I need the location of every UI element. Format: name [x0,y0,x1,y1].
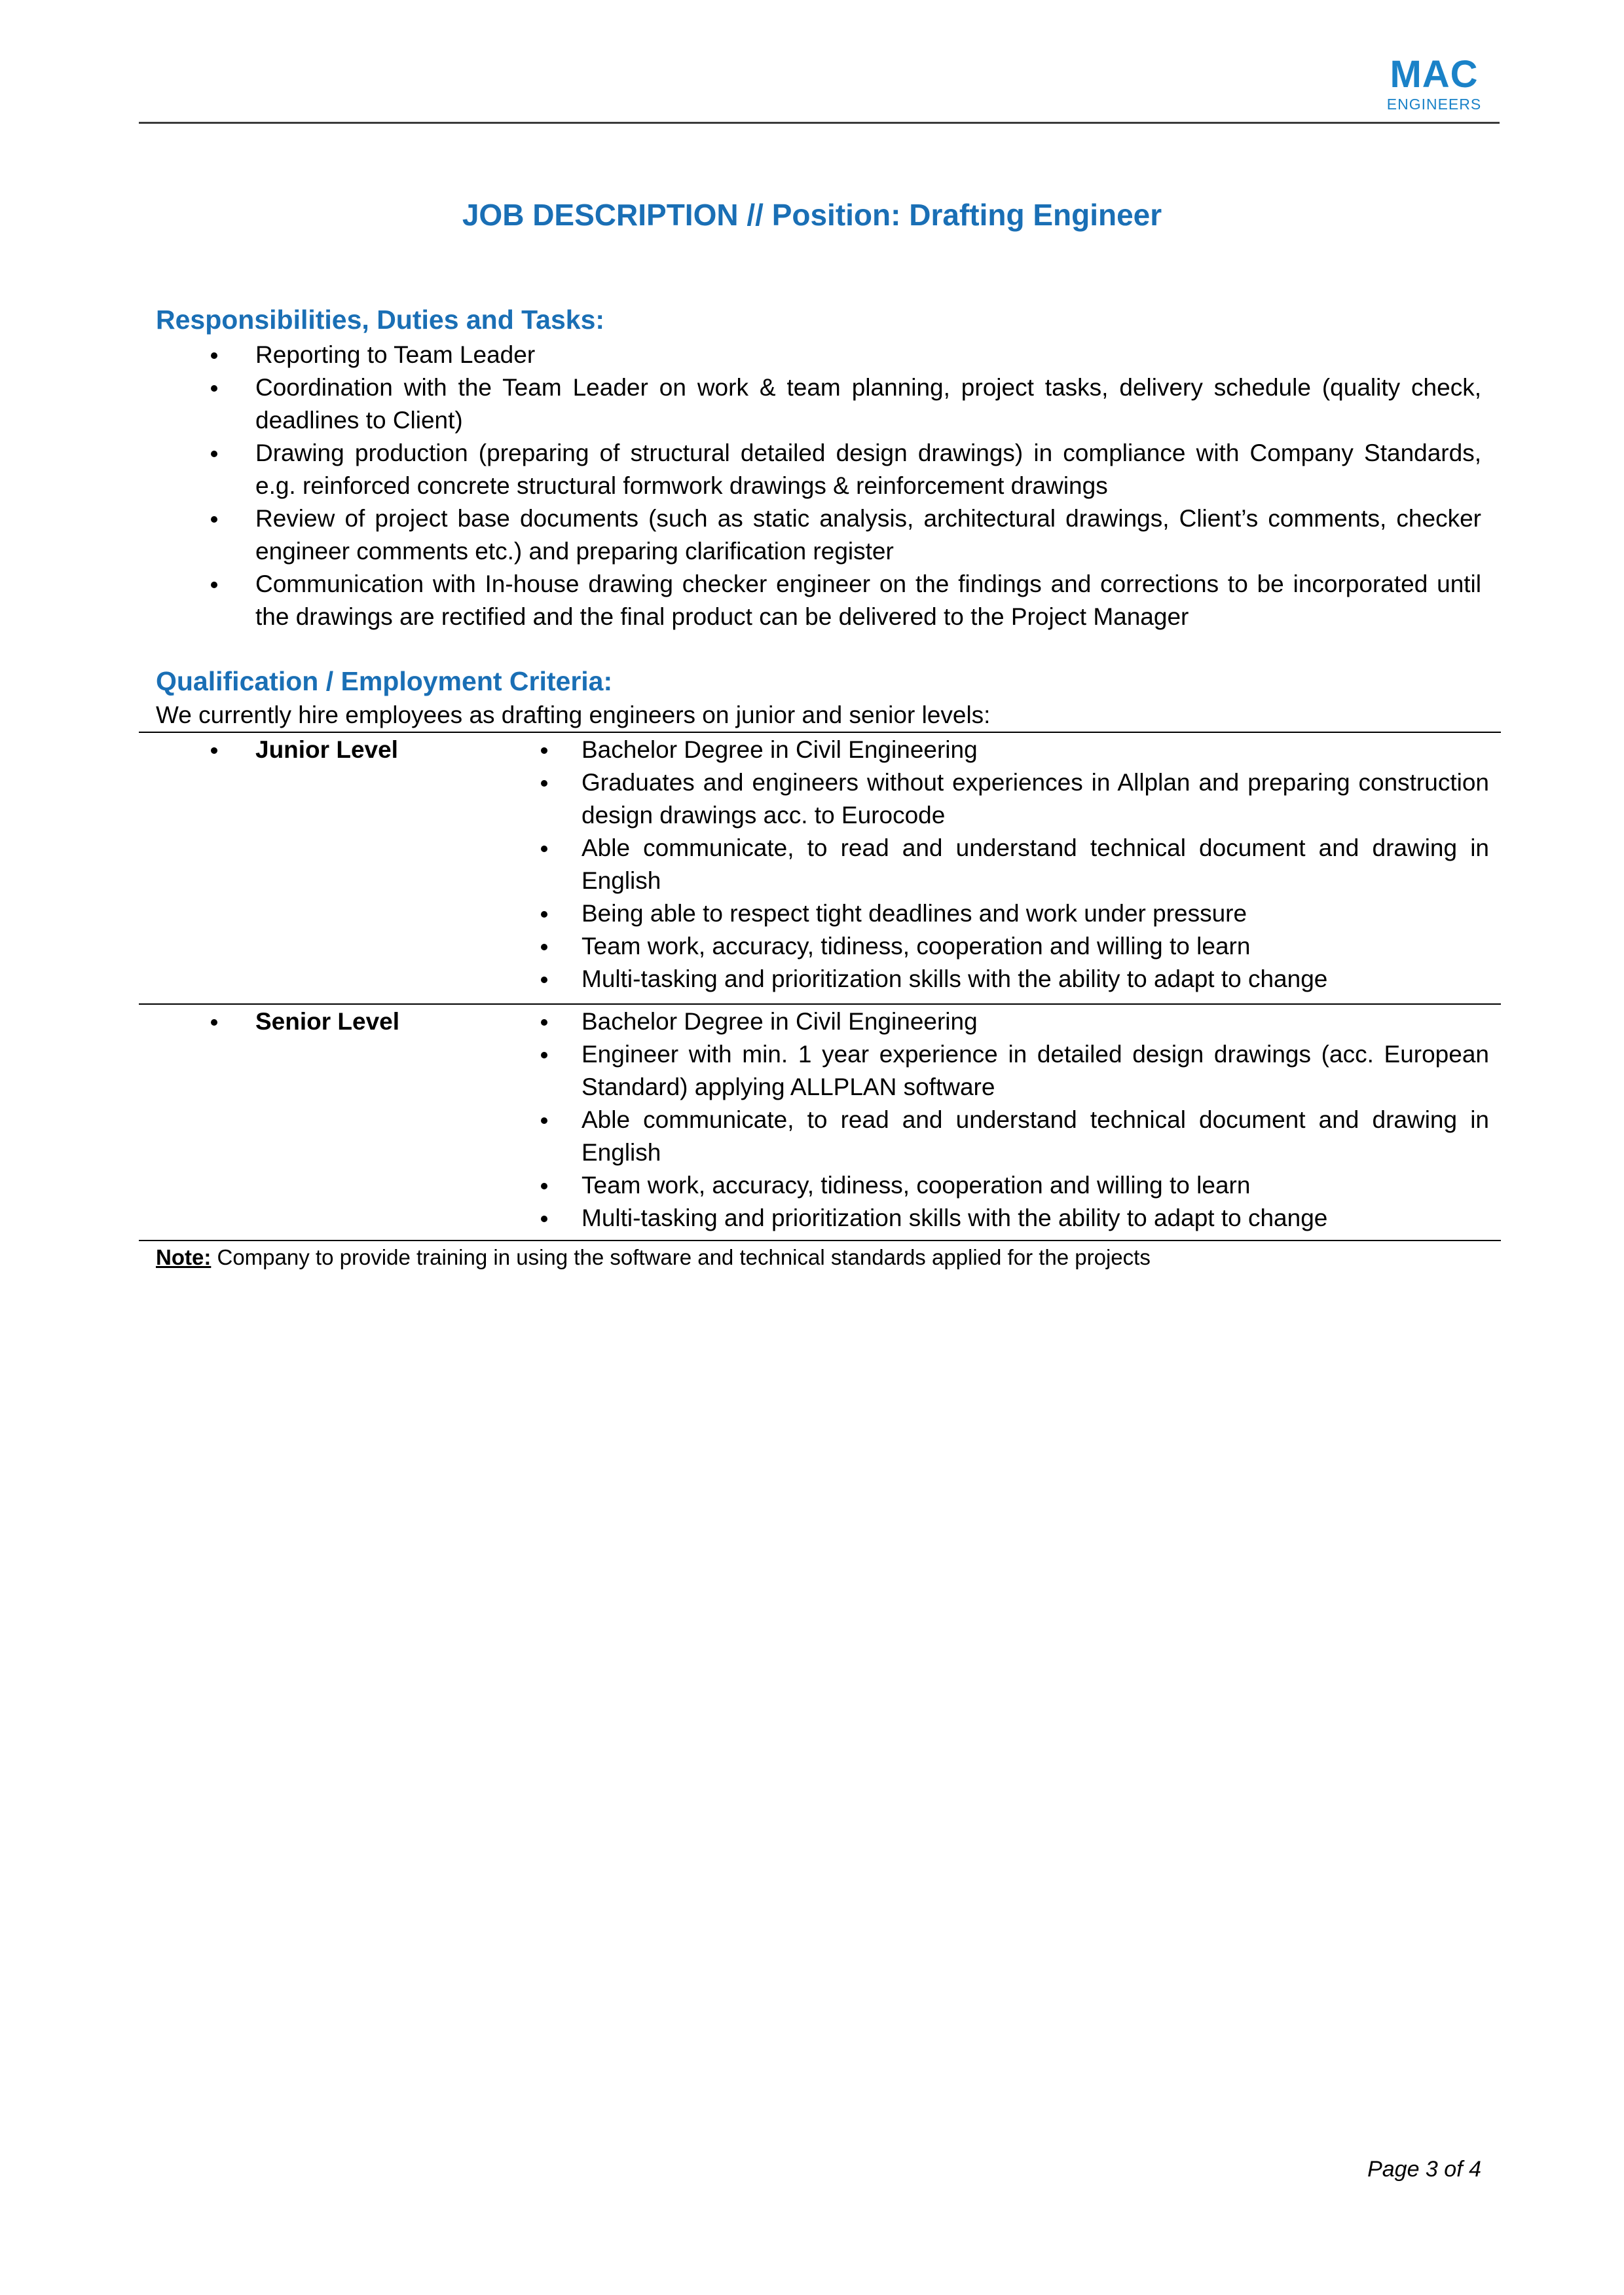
bullet-icon [541,1216,547,1222]
list-item [156,568,1481,633]
company-logo [1375,54,1493,113]
criterion-text: Team work, accuracy, tidiness, cooperation and willing to learn [581,1172,1251,1199]
criterion-text: Bachelor Degree in Civil Engineering [581,736,978,763]
senior-level-label [156,1005,399,1038]
list-item [483,832,1489,897]
bullet-icon [211,747,217,754]
bullet-icon [541,747,547,754]
criterion-text: Bachelor Degree in Civil Engineering [581,1008,978,1035]
bullet-icon [541,1052,547,1058]
bullet-icon [541,1183,547,1189]
senior-criteria-list [483,1005,1489,1235]
responsibility-text: Drawing production (preparing of structural detailed design drawings) in compliance with Company Standards, e.g. reinforced concrete structural formwork drawings & reinforcement drawings [255,439,1481,499]
table-rule-middle [139,1003,1501,1005]
list-item [156,371,1481,437]
criterion-text: Graduates and engineers without experiences in Allplan and preparing construction design drawings acc. to Eurocode [581,769,1489,829]
responsibilities-list [156,339,1481,633]
list-item [483,1038,1489,1104]
criterion-text: Engineer with min. 1 year experience in detailed design drawings (acc. European Standard) applying ALLPLAN software [581,1041,1489,1100]
bullet-icon [541,977,547,983]
footnote [156,1243,1151,1272]
list-item [156,437,1481,502]
list-item [483,734,1489,766]
criterion-text: Able communicate, to read and understand technical document and drawing in English [581,834,1489,894]
list-item [483,930,1489,963]
criterion-text: Multi-tasking and prioritization skills with the ability to adapt to change [581,1204,1328,1231]
bullet-icon [541,846,547,852]
qualification-intro: We currently hire employees as drafting engineers on junior and senior levels: [156,701,991,728]
logo-sub-text: ENGINEERS [1386,96,1482,113]
bullet-icon [541,944,547,950]
bullet-icon [211,1019,217,1026]
bullet-icon [211,582,217,588]
document-title: JOB DESCRIPTION // Position: Drafting Engineer [462,198,1162,232]
responsibility-text: Review of project base documents (such as static analysis, architectural drawings, Client’s comments, checker engineer comments etc.) and preparing clarification register [255,505,1481,565]
responsibility-text: Communication with In-house drawing checker engineer on the findings and corrections to be incorporated until the drawings are rectified and the final product can be delivered to the Project Manager [255,570,1481,630]
table-rule-top [139,732,1501,733]
logo-main-text: MAC [1390,53,1479,96]
bullet-icon [541,1019,547,1026]
bullet-icon [541,911,547,918]
bullet-icon [211,516,217,523]
page-number: Page 3 of 4 [1367,2157,1481,2182]
responsibility-text: Reporting to Team Leader [255,341,536,368]
criterion-text: Able communicate, to read and understand technical document and drawing in English [581,1106,1489,1166]
junior-criteria-list [483,734,1489,996]
responsibilities-heading: Responsibilities, Duties and Tasks: [156,305,605,335]
list-item [483,1104,1489,1169]
criterion-text: Multi-tasking and prioritization skills with the ability to adapt to change [581,965,1328,992]
list-item [483,1202,1489,1235]
header-divider [139,122,1500,124]
responsibility-text: Coordination with the Team Leader on work & team planning, project tasks, delivery schedule (quality check, deadlines to Client) [255,374,1481,434]
criterion-text: Being able to respect tight deadlines and work under pressure [581,900,1247,927]
list-item [156,339,1481,371]
table-rule-bottom [139,1240,1501,1241]
junior-level-label [156,734,398,766]
list-item [483,1005,1489,1038]
note-label: Note: [156,1245,212,1269]
list-item [156,502,1481,568]
list-item [483,963,1489,996]
bullet-icon [211,385,217,392]
bullet-icon [211,451,217,457]
criterion-text: Team work, accuracy, tidiness, cooperation and willing to learn [581,933,1251,960]
bullet-icon [541,780,547,787]
level-label-text: Senior Level [255,1008,400,1035]
list-item [483,766,1489,832]
qualification-heading: Qualification / Employment Criteria: [156,666,613,696]
note-text: Company to provide training in using the software and technical standards applied for the projects [211,1245,1151,1269]
bullet-icon [541,1117,547,1124]
list-item [483,897,1489,930]
list-item [483,1169,1489,1202]
bullet-icon [211,352,217,359]
level-label-text: Junior Level [255,736,398,763]
